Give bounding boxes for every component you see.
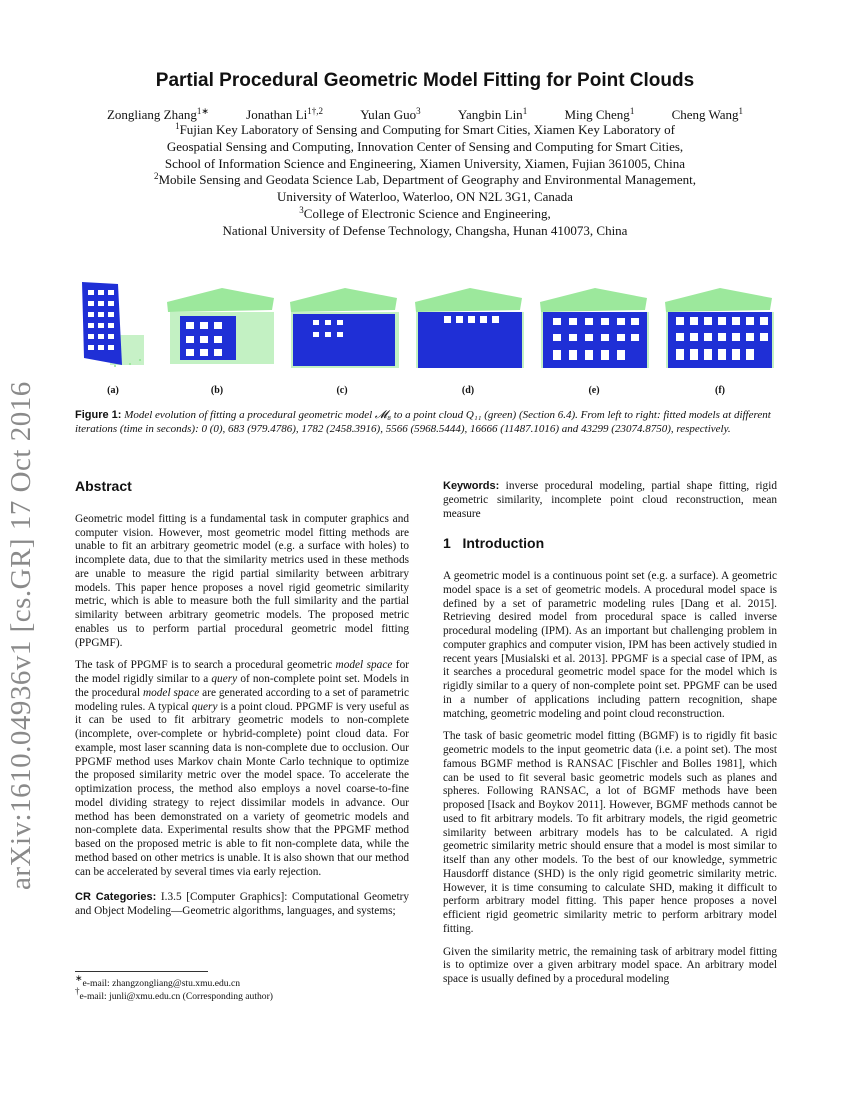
figure-panel-e <box>535 280 655 385</box>
author-affiliation-mark: 1 <box>522 106 528 116</box>
author-name: Cheng Wang <box>671 107 739 122</box>
author-affiliation-mark: 1∗ <box>196 106 209 116</box>
introduction-heading: 1 Introduction <box>443 535 545 552</box>
figure-panel-b <box>162 280 282 385</box>
footnotes <box>75 973 415 1003</box>
affiliation-line: $^3$College of Electronic Science and Engineering, <box>299 204 551 221</box>
author-affiliation-mark: 1 <box>738 106 744 116</box>
author-name: Yangbin Lin <box>457 107 523 122</box>
affiliation-line: University of Waterloo, Waterloo, ON N2L 3G1, Canada <box>277 189 573 205</box>
model-windows <box>186 322 222 356</box>
abstract-heading: Abstract <box>75 478 132 494</box>
panel-label-f: (f) <box>715 385 725 396</box>
author <box>107 107 209 123</box>
paper-title: Partial Procedural Geometric Model Fitting for Point Clouds <box>155 70 695 91</box>
footnote-email-1: ∗e-mail: zhangzongliang@stu.xmu.edu.cn <box>75 973 241 989</box>
figure-caption-text: Model evolution of fitting a procedural geometric model 𝓜₈ to a point cloud Q₁₁ (green) (Section 6.4). From left to right: fitted models at different iterations (time in seconds): 0 (0), 683 (979.4786), 1782 (2458.3916), 5566 (5968.5444), 16666 (11487.1016) and 43299 (23074.8750), respectively. <box>75 409 771 435</box>
footnote-email-2: †e-mail: junli@xmu.edu.cn (Corresponding author) <box>75 986 273 1002</box>
abstract-paragraph: The task of PPGMF is to search a procedural geometric model space for the model rigidly similar to a query of non-complete point set. Models in the procedural model space are generated according to a set of parametric modeling rules. A typical query is a point cloud. PPGMF is very useful as it can be used to fit arbitrary geometric models to non-complete (incomplete, over-complete or hybrid-complete) point cloud data. For example, most laser scanning data is non-complete due to occlusion. Our PPGMF method uses Markov chain Monte Carlo technique to optimize the proposed similarity metric over the model space. To accelerate the optimization process, the method also employs a novel coarse-to-fine model dividing strategy to reject dissimilar models in advance. Our method has been demonstrated on a variety of geometric models and non-complete data. Experimental results show that the PPGMF method based on the proposed metric is able to fit non-complete data, while the method based on other metrics is unable. It is also shown that our method can be accelerated by several times via early rejection. <box>75 659 409 878</box>
author-name: Ming Cheng <box>564 107 630 122</box>
author-name: Jonathan Li <box>246 107 308 122</box>
abstract-paragraph: Geometric model fitting is a fundamental task in computer graphics and computer vision. However, most geometric model fitting methods are unable to fit an arbitrary geometric model (e.g. a surface with holes) to incomplete data, due to that the similarity metrics used in these methods are unable to measure the rigid partial similarity between arbitrary models. This paper hence proposes a novel rigid geometric similarity metric, which is able to measure both the full similarity and the partial similarity between arbitrary geometric models. The proposed metric enables us to perform partial procedural geometric model fitting (PPGMF). <box>75 512 409 649</box>
footnote-divider <box>75 971 208 972</box>
author <box>246 107 323 123</box>
introduction-paragraph: The task of basic geometric model fitting (BGMF) is to rigidly fit basic geometric models to the input geometric data (i.e. a point set). The most famous BGMF method is RANSAC [Fischler and Bolles 1981], which can be used to fit several basic geometric models such as planes and spheres. Following RANSAC, a lot of BGMF methods have been proposed [Isack and Boykov 2011]. However, BGMF methods cannot be used to fit arbitrary models. To fit arbitrary models, the rigid geometric similarity between arbitrary models has to be calculated. A rigid geometric similarity metric should ensure that a model is most similar to itself than any other models. To the best of our knowledge, symmetric Hausdorff distance (SHD) is the only rigid geometric similarity metric. However, it is time consuming to calculate SHD, making it difficult to perform arbitrary model fitting. This paper hence proposes a novel efficient rigid geometric similarity metric to perform arbitrary model fitting. <box>443 730 777 935</box>
figure-panel-c <box>285 280 405 385</box>
introduction-paragraph: A geometric model is a continuous point set (e.g. a surface). A geometric model space is a set of geometric models. A procedural model space is defined by a set of parametric modeling rules [Dang et al. 2015]. Retrieving desired model from procedural space is called inverse procedural modeling (IPM). As an important but challenging problem in computer graphics and computer vision, IPM has been actively studied in recent years [Musialski et al. 2013]. PPGMF is a special case of IPM, as it searches a procedural geometric model space for the model which is rigidly similar to a query of non-complete point set. PPGMF can be used in a number of applications including pattern recognition, shape matching, geometric modeling and point cloud reconstruction. <box>443 570 777 720</box>
arxiv-identifier: arXiv:1610.04936v1 [cs.GR] 17 Oct 2016 <box>5 381 37 890</box>
figure-panel-f <box>660 280 780 385</box>
affiliation-line: $^2$Mobile Sensing and Geodata Science Lab, Department of Geography and Environmental Management, <box>153 171 697 188</box>
right-column <box>443 480 777 996</box>
author-affiliation-mark: 3 <box>416 106 421 116</box>
author-name: Yulan Guo <box>360 107 417 122</box>
author-affiliation-mark: 1†,2 <box>307 106 323 116</box>
panel-label-a: (a) <box>107 385 119 396</box>
left-column <box>75 480 409 928</box>
procedural-model <box>293 314 395 366</box>
affiliation-block <box>0 122 850 240</box>
author <box>564 107 634 123</box>
author-list <box>0 107 850 123</box>
figure-caption-label: Figure 1: <box>75 409 122 421</box>
affiliation-line: $^1$Fujian Key Laboratory of Sensing and Computing for Smart Cities, Xiamen Key Laboratory of <box>175 121 675 137</box>
affiliation-line: School of Information Science and Engineering, Xiamen University, Xiamen, Fujian 361005, China <box>164 155 686 171</box>
author <box>458 107 527 123</box>
keywords-label: Keywords: <box>443 480 500 492</box>
cr-categories-text: I.3.5 [Computer Graphics]: Computational Geometry and Object Modeling—Geometric algorithms, languages, and systems; <box>75 891 409 917</box>
introduction-paragraph: Given the similarity metric, the remaining task of arbitrary model fitting is to optimize over a given arbitrary model space. An arbitrary model space is usually defined by a procedural modeling <box>443 945 777 985</box>
panel-label-e: (e) <box>588 385 600 396</box>
figure-panel-d <box>410 280 530 385</box>
cr-categories <box>75 891 409 919</box>
keywords-text: inverse procedural modeling, partial shape fitting, rigid geometric similarity, incomplete point cloud reconstruction, mean measure <box>443 480 777 520</box>
affiliation-line: Geospatial Sensing and Computing, Innovation Center of Sensing and Computing for Smart Cities, <box>166 138 684 154</box>
author <box>672 107 743 123</box>
figure-1-panels <box>70 280 790 385</box>
figure-caption <box>75 408 777 436</box>
author-affiliation-mark: 1 <box>629 106 635 116</box>
author <box>360 107 420 123</box>
affiliation-line: National University of Defense Technology, Changsha, Hunan 410073, China <box>222 222 628 238</box>
panel-label-c: (c) <box>336 385 348 396</box>
cr-categories-label: CR Categories: <box>75 891 157 904</box>
panel-label-b: (b) <box>210 385 224 396</box>
keywords <box>443 480 777 521</box>
author-name: Zongliang Zhang <box>106 107 197 122</box>
panel-label-d: (d) <box>461 385 475 396</box>
